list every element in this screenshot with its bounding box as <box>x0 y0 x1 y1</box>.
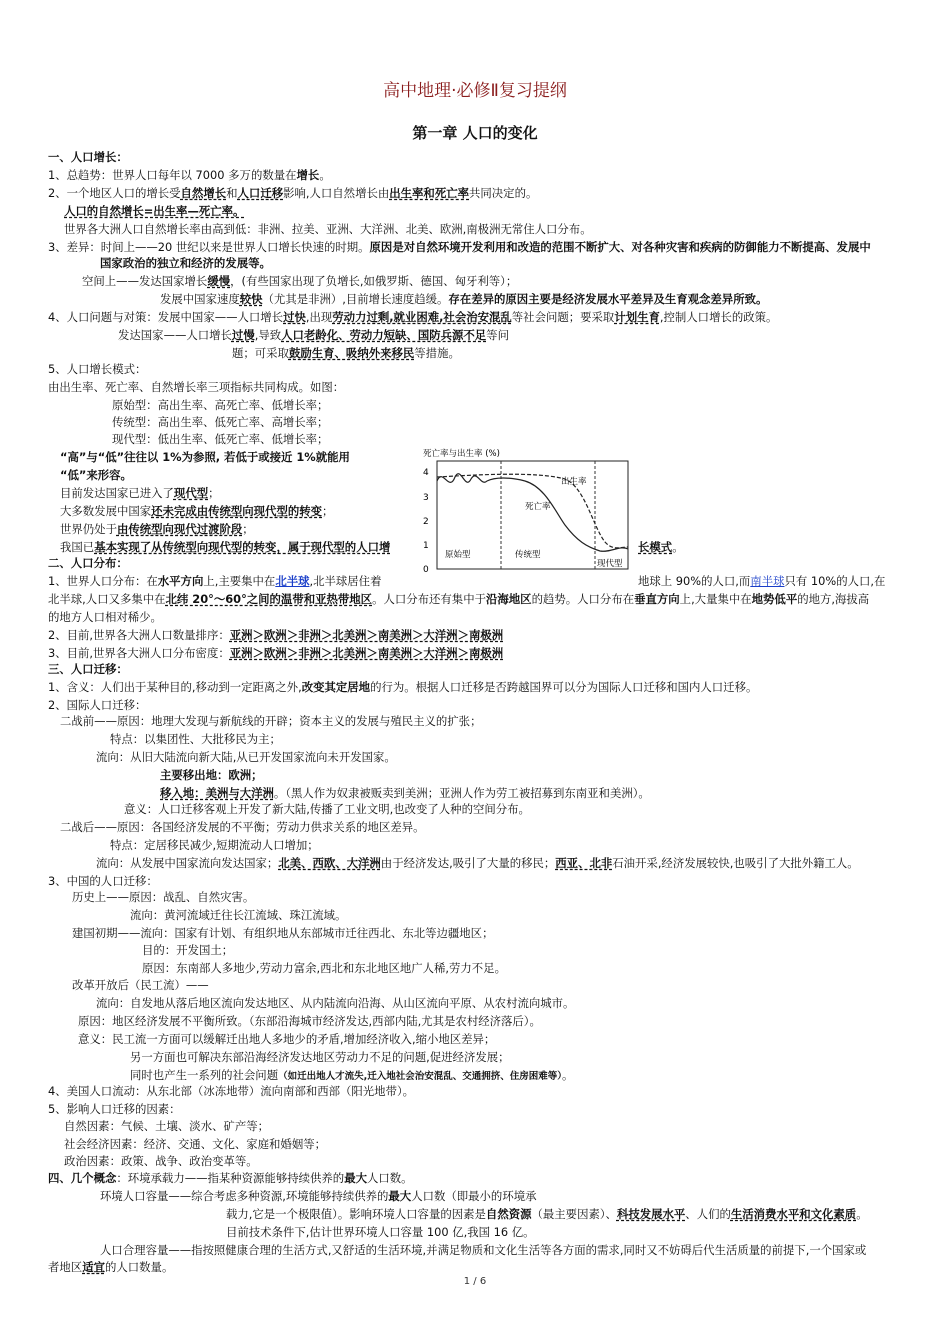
text-run: 水平方向 <box>157 574 204 588</box>
text-run: 的人口数量。 <box>104 1260 174 1274</box>
text-run: 垂直方向 <box>634 592 680 606</box>
series-label-birth: 出生率 <box>561 477 587 487</box>
text-run: 主要移出地：欧洲； <box>160 768 263 782</box>
text-line <box>48 574 381 589</box>
text-run: 由出生率、死亡率、自然增长率三项指标共同构成。如图： <box>48 380 345 394</box>
text-line <box>124 802 530 817</box>
stage-label: 原始型 <box>445 550 471 560</box>
text-line <box>130 1050 510 1065</box>
text-run: 3、差异：时间上——20 世纪以来是世界人口增长快速的时期。 <box>48 240 370 254</box>
text-line <box>48 310 777 325</box>
text-run: 另一方面也可解决东部沿海经济发达地区劳动力不足的问题,促进经济发展； <box>130 1050 510 1064</box>
text-run: 等措施。 <box>414 346 460 360</box>
y-tick-label: 1 <box>423 541 429 551</box>
text-run: 我国已 <box>60 540 95 554</box>
text-line <box>60 522 254 537</box>
text-run: ,控制人口增长的政策。 <box>659 310 778 324</box>
stage-label: 传统型 <box>515 550 541 560</box>
text-run: 二战前——原因：地理大发现与新航线的开辟；资本主义的发展与殖民主义的扩张； <box>60 714 482 728</box>
text-run: 石油开采,经济发展较快,也吸引了大批外籍工人。 <box>612 856 859 870</box>
text-run: ,北半球居住着 <box>309 574 382 588</box>
inline-link[interactable]: 北半球 <box>275 574 310 588</box>
text-run: 现代型 <box>173 486 209 500</box>
text-line <box>48 556 128 571</box>
text-line <box>48 1102 181 1117</box>
text-run: 4、美国人口流动：从东北部（冰冻地带）流向南部和西部（阳光地带）。 <box>48 1084 415 1098</box>
text-line <box>48 592 869 607</box>
text-run: 发展中国家速度 <box>160 292 240 306</box>
text-run: （最主要因素）、 <box>531 1207 617 1221</box>
text-line <box>48 168 331 183</box>
y-tick-label: 0 <box>423 565 429 572</box>
death-rate-curve <box>437 474 628 552</box>
page-number: 1 / 6 <box>463 1276 487 1287</box>
text-run: 人口老龄化、劳动力短缺、国防兵源不足 <box>281 328 487 342</box>
text-run: 上,大量集中在 <box>679 592 752 606</box>
text-line <box>82 274 517 289</box>
text-line <box>130 908 346 923</box>
text-run: 由于经济发达,吸引了大量的移民； <box>380 856 556 870</box>
text-run: 沿海地区 <box>485 592 532 606</box>
text-run: 三、人口迁移： <box>48 662 128 676</box>
text-run: 特点：定居移民减少,短期流动人口增加； <box>110 838 319 852</box>
text-run: ； <box>322 504 334 518</box>
text-run: 增长 <box>296 168 320 182</box>
text-line <box>638 574 885 589</box>
text-line <box>110 838 319 853</box>
text-line <box>232 346 460 361</box>
text-line <box>60 486 220 501</box>
text-run: 。 <box>856 1207 868 1221</box>
text-line <box>160 786 650 801</box>
text-run: 1、世界人口分布：在 <box>48 574 158 588</box>
text-run: 自然资源 <box>485 1207 532 1221</box>
text-line <box>64 1154 258 1169</box>
y-tick-label: 2 <box>423 517 429 527</box>
text-run: 长模式 <box>638 540 673 554</box>
text-run: 2、国际人口迁移： <box>48 698 147 712</box>
text-line <box>48 240 871 255</box>
text-run: 3、目前,世界各大洲人口分布密度： <box>48 646 230 660</box>
text-run: 传统型：高出生率、低死亡率、高增长率； <box>112 415 329 429</box>
chapter-heading: 第一章 人口的变化 <box>412 124 538 142</box>
text-line <box>60 468 132 483</box>
text-line <box>72 890 254 905</box>
text-line <box>60 714 481 729</box>
text-run: ； <box>242 522 254 536</box>
text-run: 二、人口分布： <box>48 556 128 570</box>
stage-label: 现代型 <box>597 559 623 569</box>
text-line <box>64 222 592 237</box>
text-run: 亚洲＞欧洲＞非洲＞北美洲＞南美洲＞大洋洲＞南极洲 <box>229 628 504 642</box>
text-run: 特点：以集团性、大批移民为主； <box>110 732 281 746</box>
text-run: 原因是对自然环境开发利用和改造的范围不断扩大、对各种灾害和疾病的防御能力不断提高、发展中 <box>369 240 871 254</box>
text-run: 还未完成由传统型向现代型的转变 <box>151 504 323 518</box>
text-line <box>48 628 503 643</box>
text-line <box>48 1084 414 1099</box>
text-run: 四、几个概念 <box>48 1171 117 1185</box>
text-run: 题；可采取 <box>232 346 289 360</box>
text-run: 北半球,人口又多集中在 <box>48 592 166 606</box>
text-run: 流向：从发展中国家流向发达国家； <box>96 856 279 870</box>
y-tick-label: 3 <box>423 493 429 503</box>
text-line <box>160 292 767 307</box>
text-line <box>60 820 425 835</box>
text-line <box>142 961 506 976</box>
text-line <box>226 1207 868 1222</box>
text-run: 的趋势。人口分布在 <box>531 592 635 606</box>
text-run: “低”来形容。 <box>60 468 132 482</box>
text-run: 。人口分布还有集中于 <box>372 592 486 606</box>
text-line <box>226 1225 535 1240</box>
text-line <box>638 540 684 555</box>
text-run: 载力,它是一个极限值）。影响环境人口容量的因素是 <box>226 1207 486 1221</box>
text-run: 原因：东南部人多地少,劳动力富余,西北和东北地区地广人稀,劳力不足。 <box>142 961 506 975</box>
text-line <box>112 398 328 413</box>
text-line <box>64 204 244 219</box>
text-line <box>48 186 537 201</box>
text-run: ,导致 <box>254 328 282 342</box>
text-line <box>48 610 162 625</box>
text-line <box>72 926 493 941</box>
text-run: 的地方,海拔高 <box>797 592 870 606</box>
population-growth-chart <box>415 447 640 572</box>
text-run: 科技发展水平 <box>616 1207 686 1221</box>
text-run: 。 <box>561 1068 574 1082</box>
text-run: 人口的自然增长=出生率—死亡率。 <box>64 204 245 218</box>
text-run: 目前技术条件下,估计世界环境人口容量 100 亿,我国 16 亿。 <box>226 1225 535 1239</box>
text-run: 和 <box>226 186 238 200</box>
text-line <box>96 750 396 765</box>
text-run: ：环境承载力——指某种资源能够持续供养的 <box>116 1171 345 1185</box>
text-line <box>100 256 271 271</box>
text-run: 上,主要集中在 <box>203 574 276 588</box>
text-run: 亚洲＞欧洲＞非洲＞北美洲＞南美洲＞大洋洲＞南极洲 <box>229 646 504 660</box>
text-run: 原因：地区经济发展不平衡所致。（东部沿海城市经济发达,西部内陆,尤其是农村经济落后）。 <box>78 1014 541 1028</box>
text-run: 3、中国的人口迁移： <box>48 874 158 888</box>
text-run: 等问 <box>486 328 509 342</box>
text-run: 人口数。 <box>366 1171 413 1185</box>
text-run: 社会经济因素：经济、交通、文化、家庭和婚姻等； <box>64 1137 326 1151</box>
text-line <box>48 698 146 713</box>
text-run: 空间上——发达国家增长 <box>82 274 208 288</box>
text-line <box>110 732 281 747</box>
text-run: 政治因素：政策、战争、政治变革等。 <box>64 1154 258 1168</box>
text-run: 。 <box>319 168 331 182</box>
text-run: 只有 10%的人口,在 <box>784 574 886 588</box>
text-run: 鼓励生育、吸纳外来移民 <box>288 346 415 360</box>
text-line <box>160 768 263 783</box>
text-run: 生活消费水平和文化素质 <box>730 1207 857 1221</box>
text-run: 国家政治的独立和经济的发展等。 <box>100 256 271 270</box>
text-run: 计划生育 <box>614 310 660 324</box>
text-run: 人口迁移 <box>237 186 284 200</box>
text-run: 5、影响人口迁移的因素： <box>48 1102 181 1116</box>
text-run: 一、人口增长： <box>48 150 128 164</box>
text-run: 发达国家——人口增长 <box>118 328 232 342</box>
text-run: 流向：从旧大陆流向新大陆,从已开发国家流向未开发国家。 <box>96 750 396 764</box>
text-run: 目的：开发国土； <box>142 943 234 957</box>
text-run: 基本实现了从传统型向现代型的转变，属于现代型的人口增 <box>94 540 391 554</box>
text-run: 劳动力过剩,就业困难,社会治安混乱 <box>332 310 512 324</box>
text-run: 流向：自发地从落后地区流向发达地区、从内陆流向沿海、从山区流向平原、从农村流向城市。 <box>96 996 575 1010</box>
text-run: 1、总趋势：世界人口每年以 7000 多万的数量在 <box>48 168 297 182</box>
text-run: 2、目前,世界各大洲人口数量排序： <box>48 628 230 642</box>
series-label-death: 死亡率 <box>525 502 551 512</box>
text-run: 等社会问题；要采取 <box>511 310 615 324</box>
text-run: 较快 <box>239 292 263 306</box>
text-run: 目前发达国家已进入了 <box>60 486 174 500</box>
text-run: 人口数（即最小的环境承 <box>411 1189 537 1203</box>
text-line <box>112 432 328 447</box>
text-run: 移入地：美洲与大洋洲 <box>160 786 274 800</box>
text-line <box>64 1119 269 1134</box>
text-run: 过快 <box>283 310 306 324</box>
text-run: 的地方人口相对稀少。 <box>48 610 162 624</box>
text-run: 人口合理容量——指按照健康合理的生活方式,又舒适的生活环境,并满足物质和文化生活等各方面的需求,同时又不妨碍后代生活质量的前提下,一个国家或 <box>100 1243 867 1257</box>
text-line <box>96 996 574 1011</box>
text-run: 共同决定的。 <box>469 186 538 200</box>
text-run: 现代型：低出生率、低死亡率、低增长率； <box>112 432 329 446</box>
text-run: 建国初期——流向：国家有计划、有组织地从东部城市迁往西北、东北等边疆地区； <box>72 926 494 940</box>
text-run: 者地区 <box>48 1260 83 1274</box>
text-run: 改变其定居地 <box>301 680 371 694</box>
inline-link[interactable]: 南半球 <box>750 574 785 588</box>
text-line <box>48 646 503 661</box>
text-run: 缓慢 <box>207 274 231 288</box>
text-run: 意义：民工流一方面可以缓解迁出地人多地少的矛盾,增加经济收入,缩小地区差异； <box>78 1032 496 1046</box>
text-run: 2、一个地区人口的增长受 <box>48 186 181 200</box>
text-run: （尤其是非洲）,目前增长速度趋缓。 <box>262 292 449 306</box>
text-line <box>60 540 390 555</box>
text-run: 地势低平 <box>751 592 798 606</box>
text-line <box>72 978 209 993</box>
text-line <box>48 874 158 889</box>
text-run: 北美、西欧、大洋洲 <box>278 856 381 870</box>
text-line <box>100 1243 866 1258</box>
text-line <box>78 1014 541 1029</box>
text-run: 自然因素：气候、土壤、淡水、矿产等； <box>64 1119 270 1133</box>
text-run: ,出现 <box>305 310 333 324</box>
text-run: 4、人口问题与对策：发展中国家——人口增长 <box>48 310 284 324</box>
text-run: 同时也产生一系列的社会问题 <box>130 1068 279 1082</box>
text-line <box>96 856 859 871</box>
text-line <box>48 680 757 695</box>
text-line <box>64 1137 326 1152</box>
text-run: 影响,人口自然增长由 <box>283 186 390 200</box>
text-run: 的行为。根据人口迁移是否跨越国界可以分为国际人口迁移和国内人口迁移。 <box>370 680 758 694</box>
text-run: 原始型：高出生率、高死亡率、低增长率； <box>112 398 329 412</box>
text-line <box>78 1032 495 1047</box>
text-run: 由传统型向现代过渡阶段 <box>116 522 243 536</box>
text-run: 过慢 <box>231 328 255 342</box>
text-run: 改革开放后（民工流）—— <box>72 978 209 992</box>
chart-axis-label: 死亡率与出生率 (%) <box>423 449 500 459</box>
text-run: 北纬 20°～60°之间的温带和亚热带地区 <box>165 592 373 606</box>
text-run: 。（黑人作为奴隶被贩卖到美洲；亚洲人作为劳工被招募到东南亚和美洲）。 <box>273 786 650 800</box>
text-run: 世界仍处于 <box>60 522 117 536</box>
text-line <box>118 328 509 343</box>
text-run: 。 <box>672 540 684 554</box>
text-line <box>48 662 128 677</box>
text-run: “高”与“低”往往以 1%为参照, 若低于或接近 1%就能用 <box>60 450 350 464</box>
text-line <box>142 943 233 958</box>
text-run: 5、人口增长模式： <box>48 362 147 376</box>
text-run: 环境人口容量——综合考虑多种资源,环境能够持续供养的 <box>100 1189 389 1203</box>
text-run: 世界各大洲人口自然增长率由高到低：非洲、拉美、亚洲、大洋洲、北美、欧洲,南极洲无常住人口分布。 <box>64 222 592 236</box>
text-run: 适宜 <box>82 1260 105 1274</box>
text-run: 自然增长 <box>180 186 227 200</box>
text-line <box>60 504 333 519</box>
text-run: 大多数发展中国家 <box>60 504 152 518</box>
y-tick-label: 4 <box>423 468 429 478</box>
text-run: 西亚、北非 <box>555 856 613 870</box>
text-run: 最大 <box>388 1189 412 1203</box>
text-run: 地球上 90%的人口,而 <box>638 574 751 588</box>
text-line <box>60 450 350 465</box>
text-line <box>48 1260 173 1275</box>
text-run: 存在差异的原因主要是经济发展水平差异及生育观念差异所致。 <box>448 292 768 306</box>
text-line <box>130 1068 573 1084</box>
text-line <box>48 362 146 377</box>
text-run: 二战后——原因：各国经济发展的不平衡；劳动力供求关系的地区差异。 <box>60 820 425 834</box>
text-run: 出生率和死亡率 <box>389 186 469 200</box>
text-run: 流向：黄河流域迁往长江流域、珠江流域。 <box>130 908 347 922</box>
text-run: 意义：人口迁移客观上开发了新大陆,传播了工业文明,也改变了人种的空间分布。 <box>124 802 530 816</box>
text-run: ，(有些国家出现了负增长,如俄罗斯、德国、匈牙利等）； <box>230 274 518 288</box>
text-run: 、人们的 <box>685 1207 731 1221</box>
text-run: 1、含义：人们出于某种目的,移动到一定距离之外, <box>48 680 302 694</box>
text-run: ； <box>208 486 220 500</box>
text-line <box>48 150 128 165</box>
text-run: 历史上——原因：战乱、自然灾害。 <box>72 890 255 904</box>
text-line <box>48 380 344 395</box>
text-run: （如迁出地人才流失,迁入地社会治安混乱、交通拥挤、住房困难等） <box>278 1071 562 1082</box>
text-line <box>100 1189 537 1204</box>
text-line <box>112 415 328 430</box>
document-title: 高中地理·必修Ⅱ复习提纲 <box>383 81 567 101</box>
text-run: 最大 <box>344 1171 367 1185</box>
text-line <box>48 1171 413 1186</box>
